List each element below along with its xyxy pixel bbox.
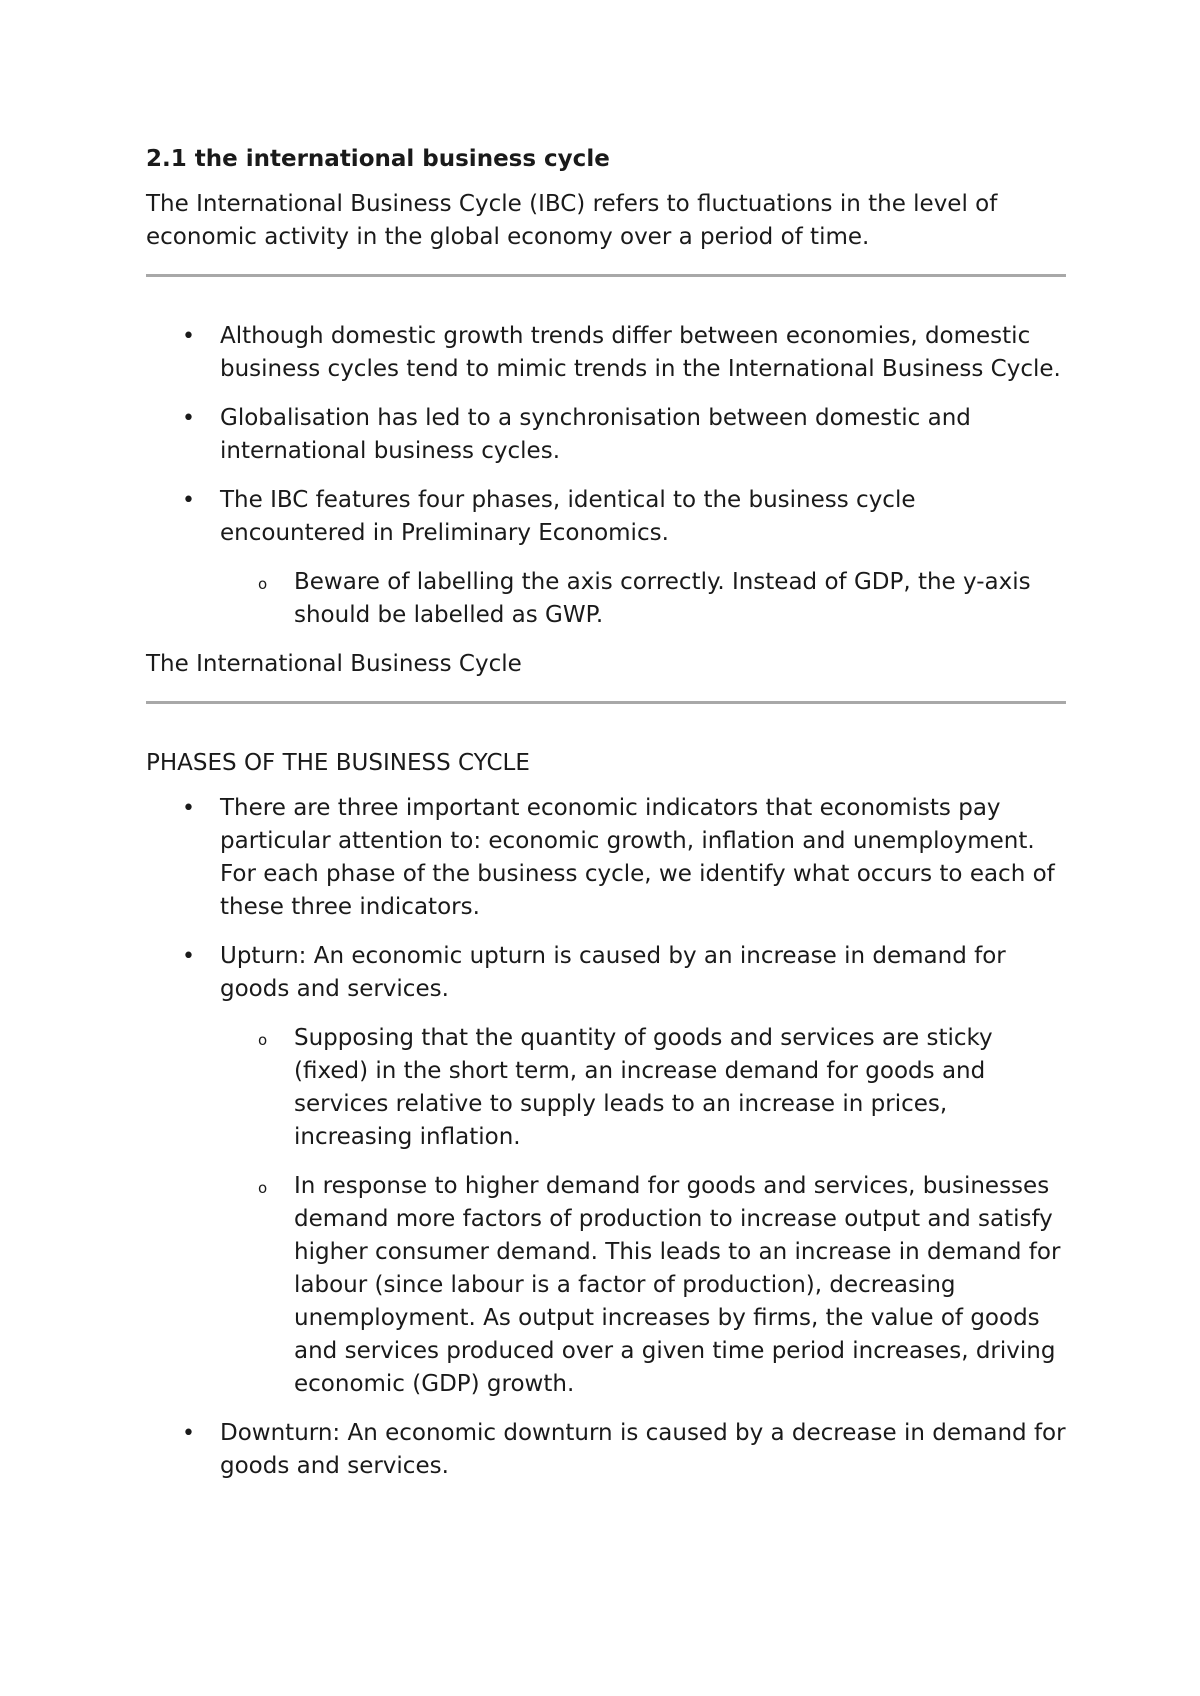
- bullet-list-ibc: [146, 320, 1066, 632]
- sub-bullet-list: [220, 1022, 1066, 1401]
- list-item-text: There are three important economic indicators that economists pay particular attention to: economic growth, inflation and unemployment. For each phase of the business cycle, we identify what occurs to each of these three indicators.: [220, 795, 1055, 920]
- list-item: [146, 484, 1066, 632]
- list-item-text: Although domestic growth trends differ between economies, domestic business cycles tend to mimic trends in the International Business Cycle.: [220, 323, 1061, 382]
- sub-bullet-list: [220, 566, 1066, 632]
- sub-list-item-text: Supposing that the quantity of goods and services are sticky (fixed) in the short term, an increase demand for goods and services relative to supply leads to an increase in prices, increasing inflation.: [294, 1025, 993, 1150]
- list-item-text: Upturn: An economic upturn is caused by an increase in demand for goods and services.: [220, 943, 1006, 1002]
- document-page: [146, 143, 1066, 1499]
- list-item-text: Globalisation has led to a synchronisation between domestic and international business cycles.: [220, 405, 971, 464]
- list-item: [146, 402, 1066, 468]
- sub-bullet-icon: o: [258, 575, 268, 593]
- sub-list-item: [220, 1022, 1066, 1154]
- list-item: [146, 320, 1066, 386]
- bullet-icon: •: [182, 324, 195, 349]
- list-item-text: Downturn: An economic downturn is caused by a decrease in demand for goods and services.: [220, 1420, 1066, 1479]
- bullet-icon: •: [182, 488, 195, 513]
- sub-list-item: [220, 1170, 1066, 1401]
- bullet-icon: •: [182, 944, 195, 969]
- sub-list-item: [220, 566, 1066, 632]
- list-item: [146, 1417, 1066, 1483]
- bullet-list-phases: [146, 792, 1066, 1483]
- bullet-icon: •: [182, 796, 195, 821]
- horizontal-rule: [146, 274, 1066, 277]
- horizontal-rule: [146, 701, 1066, 704]
- sub-list-item-text: In response to higher demand for goods and services, businesses demand more factors of production to increase output and satisfy higher consumer demand. This leads to an increase in demand for labour (since labour is a factor of production), decreasing unemployment. As output increases by firms, the value of goods and services produced over a given time period increases, driving economic (GDP) growth.: [294, 1173, 1061, 1397]
- section-heading: 2.1 the international business cycle: [146, 146, 610, 172]
- sub-bullet-icon: o: [258, 1179, 268, 1197]
- list-item: [146, 940, 1066, 1401]
- bullet-icon: •: [182, 406, 195, 431]
- sub-list-item-text: Beware of labelling the axis correctly. Instead of GDP, the y-axis should be labelled as GWP.: [294, 569, 1031, 628]
- bullet-icon: •: [182, 1421, 195, 1446]
- sub-bullet-icon: o: [258, 1031, 268, 1049]
- list-item-text: The IBC features four phases, identical to the business cycle encountered in Preliminary Economics.: [220, 487, 916, 546]
- list-item: [146, 792, 1066, 924]
- section-title: PHASES OF THE BUSINESS CYCLE: [146, 750, 530, 776]
- intro-paragraph: The International Business Cycle (IBC) refers to fluctuations in the level of economic activity in the global economy over a period of time.: [146, 191, 998, 250]
- figure-caption: The International Business Cycle: [146, 651, 522, 677]
